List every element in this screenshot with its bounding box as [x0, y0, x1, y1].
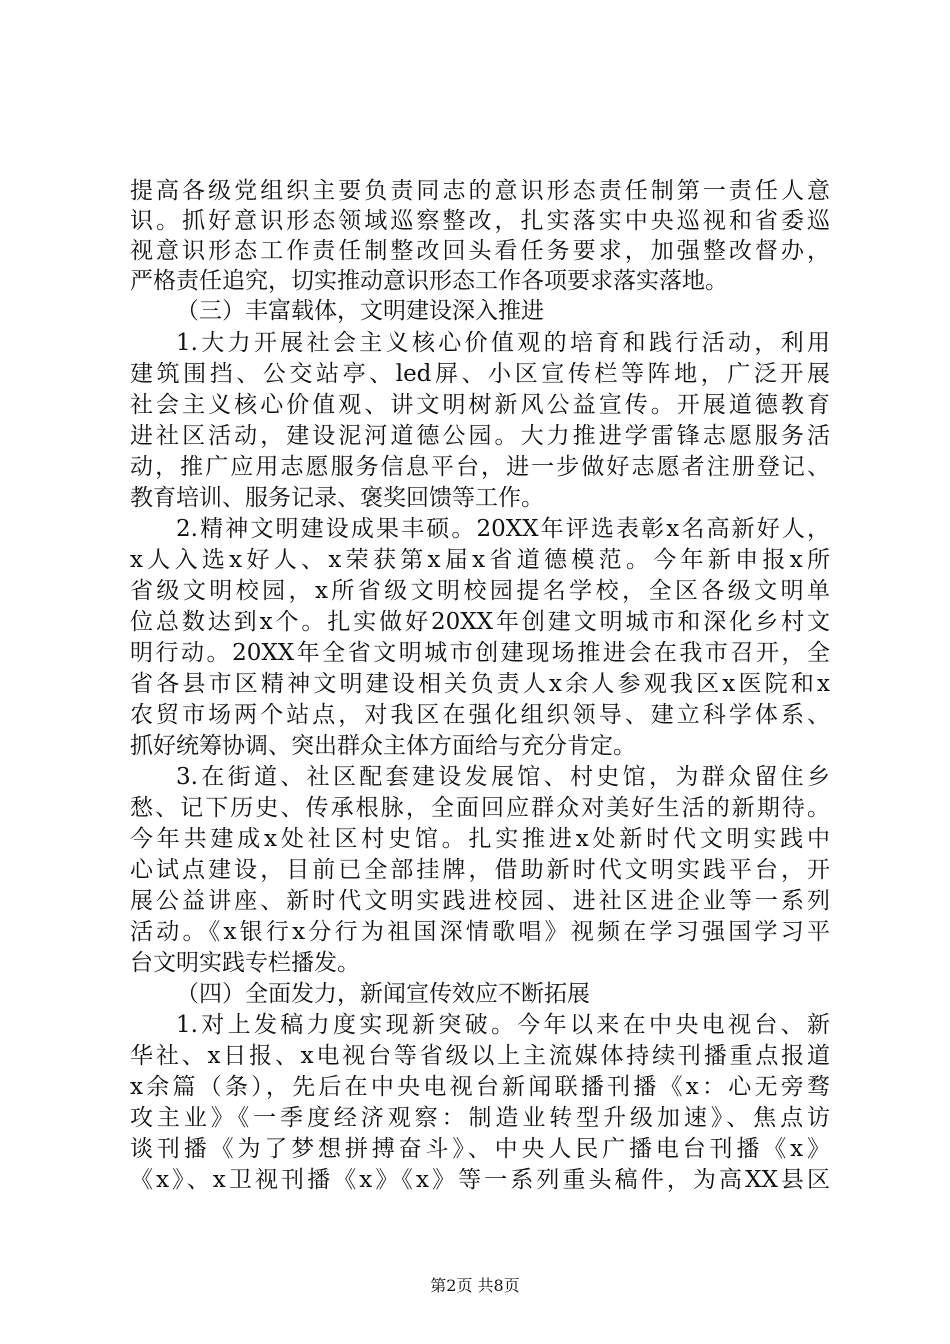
paragraph-line: 攻主业》《一季度经济观察：制造业转型升级加速》、焦点访: [130, 1105, 830, 1131]
paragraph-line: 进社区活动，建设泥河道德公园。大力推进学雷锋志愿服务活: [130, 423, 830, 449]
paragraph-line: 台文明实践专栏播发。: [130, 950, 360, 976]
paragraph-line: x余篇（条），先后在中央电视台新闻联播刊播《x：心无旁骛: [130, 1074, 830, 1100]
paragraph-line: 位总数达到x个。扎实做好20XX年创建文明城市和深化乡村文: [130, 609, 830, 635]
paragraph-line: 视意识形态工作责任制整改回头看任务要求，加强整改督办，: [130, 238, 830, 264]
paragraph-line: 今年共建成x处社区村史馆。扎实推进x处新时代文明实践中: [130, 826, 830, 852]
paragraph-line: 展公益讲座、新时代文明实践进校园、进社区进企业等一系列: [130, 888, 830, 914]
paragraph-line: 抓好统筹协调、突出群众主体方面给与充分肯定。: [130, 733, 636, 759]
paragraph-line: 2.精神文明建设成果丰硕。20XX年评选表彰x名高新好人，: [176, 516, 830, 542]
section-heading: （四）全面发力，新闻宣传效应不断拓展: [176, 981, 590, 1007]
paragraph-line: 教育培训、服务记录、褒奖回馈等工作。: [130, 485, 544, 511]
page-number: 第2页 共8页: [430, 1276, 520, 1295]
paragraph-line: 1.对上发稿力度实现新突破。今年以来在中央电视台、新: [176, 1012, 830, 1038]
paragraph-line: 愁、记下历史、传承根脉，全面回应群众对美好生活的新期待。: [130, 795, 830, 821]
paragraph-line: 3.在街道、社区配套建设发展馆、村史馆，为群众留住乡: [176, 764, 830, 790]
paragraph-line: 社会主义核心价值观、讲文明树新风公益宣传。开展道德教育: [130, 392, 830, 418]
paragraph-line: 建筑围挡、公交站亭、led屏、小区宣传栏等阵地，广泛开展: [130, 361, 830, 387]
paragraph-line: 严格责任追究，切实推动意识形态工作各项要求落实落地。: [130, 268, 728, 294]
paragraph-line: 省各县市区精神文明建设相关负责人x余人参观我区x医院和x: [130, 671, 830, 697]
paragraph-line: 动，推广应用志愿服务信息平台，进一步做好志愿者注册登记、: [130, 454, 830, 480]
paragraph-line: 活动。《x银行x分行为祖国深情歌唱》视频在学习强国学习平: [130, 919, 830, 945]
paragraph-line: 识。抓好意识形态领域巡察整改，扎实落实中央巡视和省委巡: [130, 208, 830, 234]
paragraph-line: x人入选x好人、x荣获第x届x省道德模范。今年新申报x所: [130, 547, 830, 573]
section-heading: （三）丰富载体，文明建设深入推进: [176, 298, 544, 324]
paragraph-line: 农贸市场两个站点，对我区在强化组织领导、建立科学体系、: [130, 702, 830, 728]
paragraph-line: 心试点建设，目前已全部挂牌，借助新时代文明实践平台，开: [130, 857, 830, 883]
paragraph-line: 华社、x日报、x电视台等省级以上主流媒体持续刊播重点报道: [130, 1043, 830, 1069]
paragraph-line: 省级文明校园，x所省级文明校园提名学校，全区各级文明单: [130, 578, 830, 604]
paragraph-line: 《x》、x卫视刊播《x》《x》等一系列重头稿件，为高XX县区: [130, 1167, 830, 1193]
paragraph-line: 提高各级党组织主要负责同志的意识形态责任制第一责任人意: [130, 178, 830, 204]
paragraph-line: 谈刊播《为了梦想拼搏奋斗》、中央人民广播电台刊播《x》: [130, 1136, 830, 1162]
paragraph-line: 1.大力开展社会主义核心价值观的培育和践行活动，利用: [176, 330, 830, 356]
paragraph-line: 明行动。20XX年全省文明城市创建现场推进会在我市召开，全: [130, 640, 830, 666]
